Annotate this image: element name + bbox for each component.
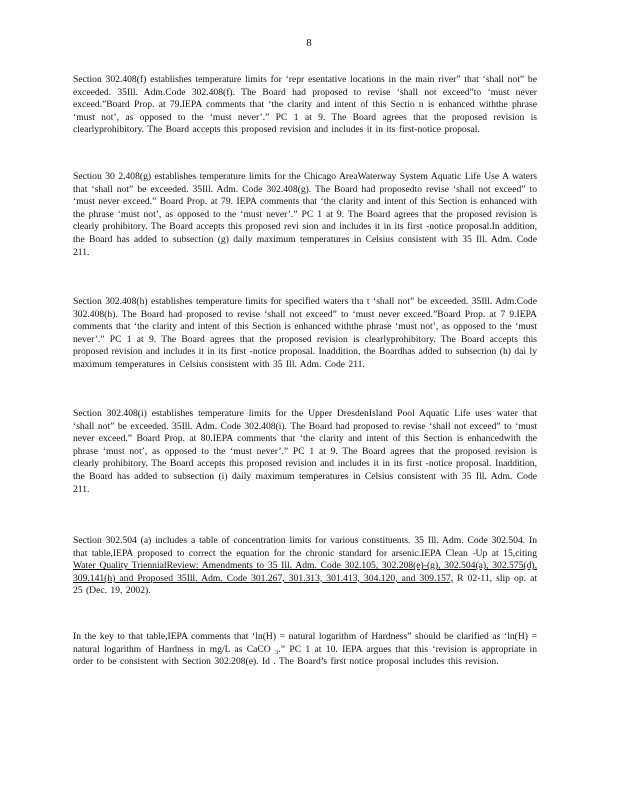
paragraph-text-before-citation: Section 302.504 (a) includes a table of concentration limits for various constituents. 35 Ill. Adm. Code 302.504. In that table,IEPA proposed to correct the equation for the chronic standard for arsenic.IEPA Clean -Up at 15,citing — [73, 535, 537, 559]
paragraph-section-302-408-g: Section 30 2.408(g) establishes temperature limits for the Chicago AreaWaterway System Aquatic Life Use A waters that ‘shall not” be exceeded. 35Ill. Adm. Code 302.408(g). The Board had proposedto revise ‘shall not exceed” to ‘must never exceed.” Board Prop. at 79. IEPA comments that ‘the clarity and intent of this Section is enhanced with the phrase ‘must not’, as opposed to the ‘must never’.” PC 1 at 9. The Board agrees that the proposed revision is clearly prohibitory. The Board accepts this proposed revi sion and includes it in its first -notice proposal.In addition, the Board has added to subsection (g) daily maximum temperatures in Celsius consistent with 35 Ill. Adm. Code 211. — [73, 171, 537, 258]
paragraph-section-302-408-i: Section 302.408(i) establishes temperature limits for the Upper DresdenIsland Pool Aquatic Life uses water that ‘shall not” be exceeded. 35Ill. Adm. Code 302.408(i). The Board had proposed to revise ‘shall not exceed” to ‘must never exceed.” Board Prop. at 80.IEPA comments that ‘the clarity and intent of this Section is enhancedwith the phrase ‘must not’, as opposed to the ‘must never’.” PC 1 at 9. The Board agrees that the proposed revision is clearly prohibitory. The Board accepts this proposed revision and includes it in its first -notice proposal. Inaddition, the Board has added to subsection (i) daily maximum temperatures in Celsius consistent with 35 Ill. Adm. Code 211. — [73, 408, 537, 495]
paragraph-section-302-408-f: Section 302.408(f) establishes temperature limits for ‘repr esentative locations in the main river” that ‘shall not” be exceeded. 35Ill. Adm.Code 302.408(f). The Board had proposed to revise ‘shall not exceed”to ‘must never exceed.”Board Prop. at 79.IEPA comments that ‘the clarity and intent of this Sectio n is enhanced withthe phrase ‘must not’, as opposed to the ‘must never’.” PC 1 at 9. The Board agrees that the proposed revision is clearlyprohibitory. The Board accepts this proposed revision and includes it in its first-notice proposal. — [73, 74, 537, 136]
underlined-citation: Water Quality TriennialReview: Amendments to 35 Ill. Adm. Code 302.105, 302.208(e)-(g), 302.504(a), 302.575(d), 309.141(h) and Proposed 35Ill. Adm. Code 301.267, 301.313, 301.413, 304.120, and 309.157, — [73, 560, 537, 584]
page-number: 8 — [306, 37, 312, 49]
paragraph-section-302-408-h: Section 302.408(h) establishes temperature limits for specified waters tha t ‘shall not” be exceeded. 35Ill. Adm.Code 302.408(h). The Board had proposed to revise ‘shall not exceed” to ‘must never exceed.”Board Prop. at 7 9.IEPA comments that ‘the clarity and intent of this Section is enhanced withthe phrase ‘must not’, as opposed to the ‘must never’.” PC 1 at 9. The Board agrees that the proposed revision is clearlyprohibitory. The Board accepts this proposed revision and includes it in its first -notice proposal. Inaddition, the Boardhas added to subsection (h) dai ly maximum temperatures in Celsius consistent with 35 Ill. Adm. Code 211. — [73, 296, 537, 370]
paragraph-text-after-citation: R 02-11, slip op. at 25 (Dec. 19, 2002). — [73, 572, 537, 597]
paragraph-section-302-504 — [73, 535, 537, 598]
paragraph-key-to-table: In the key to that table,IEPA comments that ‘ln(H) = natural logarithm of Hardness” should be clarified as ‘ln(H) = natural logarithm of Hardness in mg/L as CaCO ₃.” PC 1 at 10. IEPA argues that this ‘revision is appropriate in order to be consistent with Section 302.208(e). Id . The Board’s first notice proposal includes this revision. — [73, 631, 537, 668]
